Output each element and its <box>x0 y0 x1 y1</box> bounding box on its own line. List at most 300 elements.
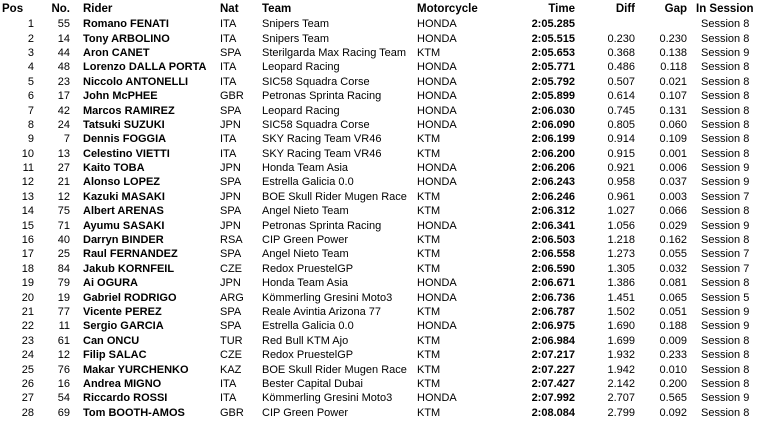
cell-pos: 17 <box>21 248 34 261</box>
cell-gap: 0.131 <box>659 104 687 117</box>
cell-rider: Kaito TOBA <box>83 162 145 175</box>
cell-time: 2:06.671 <box>531 277 575 290</box>
cell-motorcycle: HONDA <box>417 61 457 74</box>
cell-team: Angel Nieto Team <box>262 205 349 218</box>
cell-team: SKY Racing Team VR46 <box>262 133 382 146</box>
cell-motorcycle: KTM <box>417 147 441 160</box>
cell-motorcycle: KTM <box>417 349 441 362</box>
cell-time: 2:07.427 <box>531 377 575 390</box>
cell-motorcycle: KTM <box>417 406 441 419</box>
cell-nationality: ITA <box>220 32 237 45</box>
cell-time: 2:06.984 <box>531 334 575 347</box>
cell-number: 55 <box>57 18 70 31</box>
cell-number: 17 <box>57 90 70 103</box>
cell-nationality: JPN <box>220 162 241 175</box>
cell-pos: 9 <box>27 133 34 146</box>
cell-gap: 0.162 <box>659 234 687 247</box>
cell-nationality: JPN <box>220 277 241 290</box>
cell-pos: 2 <box>27 32 34 45</box>
cell-gap: 0.051 <box>659 306 687 318</box>
cell-motorcycle: KTM <box>417 262 441 275</box>
cell-pos: 25 <box>21 363 34 376</box>
cell-number: 23 <box>57 75 70 88</box>
cell-gap: 0.107 <box>659 90 687 103</box>
cell-team: SIC58 Squadra Corse <box>262 75 370 88</box>
cell-pos: 24 <box>21 349 34 362</box>
cell-session: Session 9 <box>701 46 750 59</box>
cell-rider: Albert ARENAS <box>83 205 164 218</box>
cell-motorcycle: KTM <box>417 334 441 347</box>
cell-gap: 0.001 <box>659 147 687 160</box>
cell-gap: 0.230 <box>659 32 687 45</box>
cell-session: Session 8 <box>701 18 750 31</box>
header-time: Time <box>548 2 575 15</box>
cell-session: Session 9 <box>701 392 750 405</box>
cell-diff: 0.805 <box>607 118 635 131</box>
cell-diff: 1.502 <box>607 306 635 318</box>
cell-session: Session 8 <box>701 205 750 218</box>
cell-time: 2:06.590 <box>531 262 575 275</box>
cell-number: 77 <box>57 306 70 318</box>
cell-session: Session 9 <box>701 306 750 318</box>
table-row <box>0 60 769 74</box>
cell-gap: 0.009 <box>659 334 687 347</box>
cell-session: Session 9 <box>701 176 750 189</box>
cell-nationality: CZE <box>220 349 242 362</box>
cell-gap: 0.029 <box>659 219 687 232</box>
cell-pos: 28 <box>21 406 34 419</box>
header-gap: Gap <box>664 2 687 15</box>
cell-gap: 0.200 <box>659 377 687 390</box>
cell-number: 71 <box>57 219 70 232</box>
table-row <box>0 31 769 45</box>
cell-rider: Aron CANET <box>83 46 150 59</box>
cell-motorcycle: HONDA <box>417 392 457 405</box>
cell-session: Session 8 <box>701 133 750 146</box>
cell-time: 2:06.030 <box>531 104 575 117</box>
cell-rider: Vicente PEREZ <box>83 306 162 318</box>
cell-diff: 0.745 <box>607 104 635 117</box>
cell-gap: 0.003 <box>659 190 687 203</box>
cell-team: Snipers Team <box>262 18 330 31</box>
cell-diff: 0.368 <box>607 46 635 59</box>
cell-rider: Tony ARBOLINO <box>83 32 170 45</box>
cell-rider: Makar YURCHENKO <box>83 363 189 376</box>
cell-team: Petronas Sprinta Racing <box>262 90 382 103</box>
cell-rider: Tatsuki SUZUKI <box>83 118 165 131</box>
cell-motorcycle: HONDA <box>417 176 457 189</box>
cell-nationality: JPN <box>220 190 241 203</box>
cell-time: 2:06.787 <box>531 306 575 318</box>
cell-motorcycle: HONDA <box>417 162 457 175</box>
cell-session: Session 8 <box>701 234 750 247</box>
table-row <box>0 204 769 218</box>
cell-team: Estrella Galicia 0.0 <box>262 320 354 333</box>
cell-time: 2:06.246 <box>531 190 575 203</box>
cell-number: 25 <box>57 248 70 261</box>
cell-gap: 0.092 <box>659 406 687 419</box>
cell-time: 2:05.285 <box>531 18 575 31</box>
header-motorcycle: Motorcycle <box>417 2 478 15</box>
table-row <box>0 377 769 391</box>
cell-time: 2:07.227 <box>531 363 575 376</box>
cell-pos: 26 <box>21 377 34 390</box>
cell-session: Session 8 <box>701 61 750 74</box>
cell-rider: Alonso LOPEZ <box>83 176 160 189</box>
cell-nationality: ARG <box>220 291 244 304</box>
cell-rider: Gabriel RODRIGO <box>83 291 177 304</box>
table-row <box>0 175 769 189</box>
cell-session: Session 8 <box>701 118 750 131</box>
cell-nationality: ITA <box>220 147 237 160</box>
cell-session: Session 8 <box>701 363 750 376</box>
cell-nationality: JPN <box>220 118 241 131</box>
cell-nationality: SPA <box>220 104 242 117</box>
cell-diff: 0.921 <box>607 162 635 175</box>
table-row <box>0 406 769 420</box>
cell-nationality: GBR <box>220 406 244 419</box>
cell-rider: Jakub KORNFEIL <box>83 262 175 275</box>
header-session: In Session <box>696 2 754 15</box>
cell-rider: Romano FENATI <box>83 18 169 31</box>
cell-motorcycle: KTM <box>417 363 441 376</box>
cell-motorcycle: HONDA <box>417 104 457 117</box>
cell-number: 40 <box>57 234 70 247</box>
cell-time: 2:07.992 <box>531 392 575 405</box>
cell-diff: 1.451 <box>607 291 635 304</box>
table-row <box>0 290 769 304</box>
cell-rider: Celestino VIETTI <box>83 147 170 160</box>
cell-session: Session 7 <box>701 262 750 275</box>
cell-pos: 19 <box>21 277 34 290</box>
cell-pos: 8 <box>27 118 34 131</box>
cell-number: 24 <box>57 118 70 131</box>
cell-nationality: KAZ <box>220 363 242 376</box>
table-row <box>0 334 769 348</box>
cell-gap: 0.055 <box>659 248 687 261</box>
cell-motorcycle: HONDA <box>417 118 457 131</box>
cell-number: 61 <box>57 334 70 347</box>
cell-team: Kömmerling Gresini Moto3 <box>262 291 393 304</box>
table-row <box>0 161 769 175</box>
cell-team: BOE Skull Rider Mugen Race <box>262 190 407 203</box>
cell-nationality: GBR <box>220 90 244 103</box>
table-row <box>0 305 769 319</box>
cell-team: Redox PruestelGP <box>262 262 354 275</box>
cell-motorcycle: KTM <box>417 234 441 247</box>
header-diff: Diff <box>615 2 635 15</box>
cell-pos: 14 <box>21 205 34 218</box>
cell-rider: Andrea MIGNO <box>83 377 162 390</box>
cell-rider: Sergio GARCIA <box>83 320 164 333</box>
cell-rider: Kazuki MASAKI <box>83 190 165 203</box>
cell-diff: 0.486 <box>607 61 635 74</box>
cell-nationality: ITA <box>220 133 237 146</box>
cell-rider: Ayumu SASAKI <box>83 219 165 232</box>
cell-rider: Lorenzo DALLA PORTA <box>83 61 207 74</box>
cell-diff: 1.386 <box>607 277 635 290</box>
table-row <box>0 118 769 132</box>
cell-diff: 1.027 <box>607 205 635 218</box>
cell-pos: 21 <box>21 306 34 318</box>
cell-diff: 1.942 <box>607 363 635 376</box>
cell-motorcycle: HONDA <box>417 90 457 103</box>
cell-diff: 2.799 <box>607 406 635 419</box>
cell-gap: 0.010 <box>659 363 687 376</box>
cell-number: 16 <box>57 377 70 390</box>
cell-pos: 4 <box>27 61 34 74</box>
cell-nationality: SPA <box>220 176 242 189</box>
cell-rider: Niccolo ANTONELLI <box>83 75 189 88</box>
cell-team: Leopard Racing <box>262 104 340 117</box>
cell-nationality: ITA <box>220 392 237 405</box>
cell-number: 13 <box>57 147 70 160</box>
cell-gap: 0.066 <box>659 205 687 218</box>
cell-motorcycle: KTM <box>417 133 441 146</box>
cell-gap <box>635 17 687 31</box>
cell-team: Reale Avintia Arizona 77 <box>262 306 382 318</box>
cell-nationality: ITA <box>220 75 237 88</box>
cell-pos: 3 <box>27 46 34 59</box>
cell-session: Session 8 <box>701 75 750 88</box>
cell-rider: Filip SALAC <box>83 349 147 362</box>
cell-session: Session 7 <box>701 190 750 203</box>
cell-diff: 0.961 <box>607 190 635 203</box>
cell-number: 12 <box>57 349 70 362</box>
cell-number: 7 <box>63 133 70 146</box>
cell-session: Session 8 <box>701 349 750 362</box>
cell-motorcycle: HONDA <box>417 277 457 290</box>
cell-team: Redox PruestelGP <box>262 349 354 362</box>
cell-time: 2:06.312 <box>531 205 575 218</box>
cell-motorcycle: KTM <box>417 306 441 318</box>
cell-pos: 13 <box>21 190 34 203</box>
cell-nationality: SPA <box>220 320 242 333</box>
cell-nationality: TUR <box>220 334 243 347</box>
cell-diff: 1.699 <box>607 334 635 347</box>
cell-time: 2:07.217 <box>531 349 575 362</box>
cell-rider: Tom BOOTH-AMOS <box>83 406 185 419</box>
header-pos: Pos <box>2 2 24 15</box>
cell-number: 79 <box>57 277 70 290</box>
cell-motorcycle: KTM <box>417 248 441 261</box>
cell-number: 84 <box>57 262 70 275</box>
cell-team: Sterilgarda Max Racing Team <box>262 46 407 59</box>
cell-time: 2:05.771 <box>531 61 575 74</box>
cell-rider: Marcos RAMIREZ <box>83 104 175 117</box>
cell-session: Session 8 <box>701 377 750 390</box>
cell-pos: 16 <box>21 234 34 247</box>
cell-time: 2:06.206 <box>531 162 575 175</box>
cell-team: Honda Team Asia <box>262 162 349 175</box>
cell-diff: 1.056 <box>607 219 635 232</box>
cell-rider: Darryn BINDER <box>83 234 164 247</box>
table-row <box>0 262 769 276</box>
cell-diff: 2.707 <box>607 392 635 405</box>
cell-diff: 2.142 <box>607 377 635 390</box>
cell-rider: Raul FERNANDEZ <box>83 248 178 261</box>
table-row <box>0 247 769 261</box>
table-row <box>0 319 769 333</box>
cell-number: 19 <box>57 291 70 304</box>
cell-motorcycle: HONDA <box>417 32 457 45</box>
cell-number: 54 <box>57 392 70 405</box>
header-team: Team <box>262 2 292 15</box>
cell-time: 2:08.084 <box>531 406 575 419</box>
cell-diff: 1.690 <box>607 320 635 333</box>
cell-gap: 0.037 <box>659 176 687 189</box>
cell-session: Session 9 <box>701 219 750 232</box>
cell-gap: 0.021 <box>659 75 687 88</box>
cell-session: Session 8 <box>701 277 750 290</box>
cell-team: Estrella Galicia 0.0 <box>262 176 354 189</box>
cell-pos: 22 <box>21 320 34 333</box>
cell-number: 42 <box>57 104 70 117</box>
cell-pos: 5 <box>27 75 34 88</box>
table-row <box>0 276 769 290</box>
cell-gap: 0.188 <box>659 320 687 333</box>
cell-diff: 1.218 <box>607 234 635 247</box>
table-row <box>0 218 769 232</box>
cell-motorcycle: HONDA <box>417 291 457 304</box>
header-no: No. <box>51 2 70 15</box>
cell-time: 2:06.975 <box>531 320 575 333</box>
cell-diff: 1.273 <box>607 248 635 261</box>
cell-motorcycle: HONDA <box>417 75 457 88</box>
cell-pos: 1 <box>27 18 34 31</box>
cell-pos: 10 <box>21 147 34 160</box>
cell-session: Session 7 <box>701 248 750 261</box>
cell-session: Session 8 <box>701 32 750 45</box>
cell-diff: 0.914 <box>607 133 635 146</box>
cell-time: 2:05.899 <box>531 90 575 103</box>
cell-number: 75 <box>57 205 70 218</box>
cell-team: BOE Skull Rider Mugen Race <box>262 363 407 376</box>
cell-diff: 0.507 <box>607 75 635 88</box>
cell-number: 76 <box>57 363 70 376</box>
cell-team: Snipers Team <box>262 32 330 45</box>
cell-rider: Can ONCU <box>83 334 140 347</box>
cell-session: Session 9 <box>701 320 750 333</box>
cell-motorcycle: HONDA <box>417 320 457 333</box>
cell-nationality: SPA <box>220 46 242 59</box>
cell-number: 21 <box>57 176 70 189</box>
cell-pos: 20 <box>21 291 34 304</box>
cell-diff <box>575 17 635 31</box>
cell-team: Honda Team Asia <box>262 277 349 290</box>
cell-nationality: SPA <box>220 306 242 318</box>
results-body <box>0 17 769 420</box>
cell-gap: 0.006 <box>659 162 687 175</box>
cell-session: Session 8 <box>701 334 750 347</box>
cell-nationality: RSA <box>220 234 243 247</box>
cell-time: 2:06.503 <box>531 234 575 247</box>
cell-gap: 0.081 <box>659 277 687 290</box>
cell-number: 44 <box>57 46 70 59</box>
cell-team: SIC58 Squadra Corse <box>262 118 370 131</box>
header-rider: Rider <box>83 2 113 15</box>
cell-session: Session 5 <box>701 291 750 304</box>
cell-rider: John McPHEE <box>83 90 158 103</box>
header-row <box>0 0 769 17</box>
cell-nationality: CZE <box>220 262 242 275</box>
cell-nationality: ITA <box>220 377 237 390</box>
cell-rider: Riccardo ROSSI <box>83 392 168 405</box>
table-row <box>0 17 769 31</box>
table-row <box>0 89 769 103</box>
cell-time: 2:06.090 <box>531 118 575 131</box>
cell-time: 2:06.341 <box>531 219 575 232</box>
cell-team: Bester Capital Dubai <box>262 377 363 390</box>
table-row <box>0 190 769 204</box>
cell-gap: 0.065 <box>659 291 687 304</box>
cell-nationality: SPA <box>220 248 242 261</box>
cell-pos: 11 <box>22 162 34 175</box>
cell-rider: Dennis FOGGIA <box>83 133 167 146</box>
cell-time: 2:05.792 <box>531 75 575 88</box>
cell-session: Session 8 <box>701 406 750 419</box>
cell-session: Session 8 <box>701 147 750 160</box>
cell-pos: 15 <box>21 219 34 232</box>
cell-diff: 1.932 <box>607 349 635 362</box>
cell-team: Petronas Sprinta Racing <box>262 219 382 232</box>
cell-rider: Ai OGURA <box>83 277 138 290</box>
table-row <box>0 132 769 146</box>
cell-pos: 23 <box>21 334 34 347</box>
cell-time: 2:06.736 <box>531 291 575 304</box>
cell-number: 27 <box>57 162 70 175</box>
cell-team: CIP Green Power <box>262 406 349 419</box>
cell-gap: 0.032 <box>659 262 687 275</box>
cell-motorcycle: KTM <box>417 190 441 203</box>
cell-nationality: JPN <box>220 219 241 232</box>
cell-pos: 6 <box>27 90 34 103</box>
cell-time: 2:06.199 <box>531 133 575 146</box>
cell-time: 2:06.558 <box>531 248 575 261</box>
cell-diff: 0.230 <box>607 32 635 45</box>
cell-motorcycle: HONDA <box>417 219 457 232</box>
cell-diff: 0.958 <box>607 176 635 189</box>
cell-session: Session 8 <box>701 104 750 117</box>
cell-team: Kömmerling Gresini Moto3 <box>262 392 393 405</box>
cell-team: Leopard Racing <box>262 61 340 74</box>
cell-pos: 27 <box>21 392 34 405</box>
cell-gap: 0.565 <box>659 392 687 405</box>
cell-number: 48 <box>57 61 70 74</box>
cell-session: Session 8 <box>701 90 750 103</box>
cell-team: SKY Racing Team VR46 <box>262 147 382 160</box>
cell-pos: 7 <box>27 104 34 117</box>
cell-nationality: ITA <box>220 18 237 31</box>
cell-nationality: SPA <box>220 205 242 218</box>
cell-gap: 0.138 <box>659 46 687 59</box>
table-row <box>0 75 769 89</box>
cell-gap: 0.109 <box>659 133 687 146</box>
cell-motorcycle: KTM <box>417 205 441 218</box>
header-nat: Nat <box>220 2 239 15</box>
cell-diff: 1.305 <box>607 262 635 275</box>
cell-team: CIP Green Power <box>262 234 349 247</box>
cell-diff: 0.614 <box>607 90 635 103</box>
cell-gap: 0.233 <box>659 349 687 362</box>
cell-number: 69 <box>57 406 70 419</box>
cell-pos: 12 <box>21 176 34 189</box>
cell-pos: 18 <box>21 262 34 275</box>
cell-session: Session 9 <box>701 162 750 175</box>
cell-team: Red Bull KTM Ajo <box>262 334 349 347</box>
cell-diff: 0.915 <box>607 147 635 160</box>
cell-motorcycle: KTM <box>417 46 441 59</box>
